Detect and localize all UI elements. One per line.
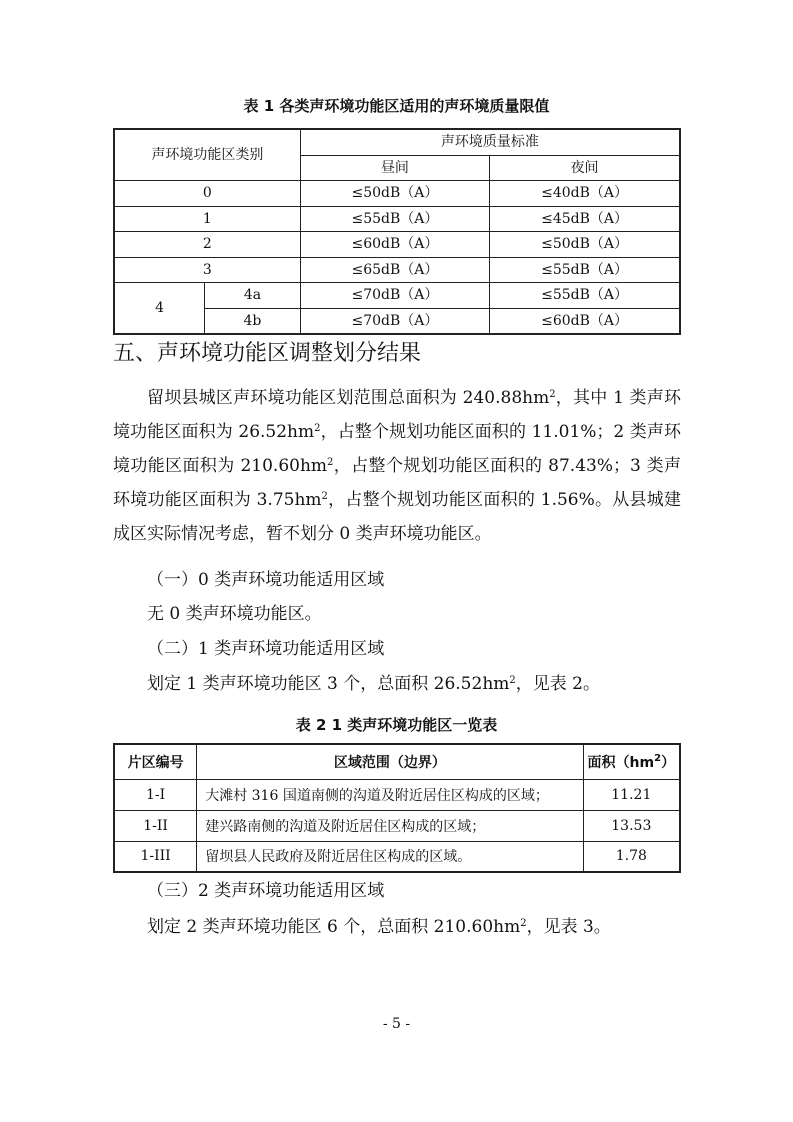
day-limit-cell: ≤70dB（A） (300, 283, 489, 309)
day-limit-cell: ≤55dB（A） (300, 206, 489, 232)
subsection-title-2: （三）2 类声环境功能适用区域 (147, 881, 385, 901)
night-limit-cell: ≤55dB（A） (490, 257, 680, 283)
zone-id-cell: 1-II (114, 810, 197, 841)
section-heading: 五、声环境功能区调整划分结果 (113, 341, 422, 366)
subsection-title-0: （一）0 类声环境功能适用区域 (147, 570, 385, 590)
day-limit-cell: ≤65dB（A） (300, 257, 489, 283)
page-number: - 5 - (382, 1016, 411, 1032)
subsection-text-1: 划定 1 类声环境功能区 3 个，总面积 $26.52hm^2$，见表 2。 (147, 674, 600, 694)
header-category: 声环境功能区类别 (114, 129, 300, 181)
night-limit-cell: ≤50dB（A） (490, 232, 680, 258)
zone-size-cell: 1.78 (583, 841, 680, 872)
class1-zones-table (113, 743, 681, 873)
category-cell: 3 (114, 257, 300, 283)
table-row (114, 841, 680, 872)
table-row (114, 779, 680, 810)
subsection-title-1: （二）1 类声环境功能适用区域 (147, 639, 385, 659)
subcategory-cell: 4a (205, 283, 301, 309)
category-cell: 4 (114, 283, 205, 335)
zone-size-cell: 13.53 (583, 810, 680, 841)
header-day: 昼间 (300, 155, 489, 181)
subsection-text-2: 划定 2 类声环境功能区 6 个，总面积 $210.60hm^2$，见表 3。 (147, 917, 611, 937)
table-row (114, 232, 680, 258)
night-limit-cell: ≤55dB（A） (490, 283, 680, 309)
header-night: 夜间 (490, 155, 680, 181)
day-limit-cell: ≤70dB（A） (300, 308, 489, 334)
table-row (114, 257, 680, 283)
table-row (114, 283, 680, 309)
header-zone-area: 区域范围（边界） (197, 744, 583, 779)
results-paragraph: 留坝县城区声环境功能区划范围总面积为 $240.88hm^2$，其中 1 类声环境功能区面积为 $26.52hm^2$，占整个规划功能区面积的 11.01%；2 类声环境功能区面积为 $210.60hm^2$，占整个规划功能区面积的 87.43%；3 类声环境功能区面积为 $3.75hm^2$，占整个规划功能区面积的 1.56%。从县城建成区实际情况考虑，暂不划分 0 类声环境功能区。 (113, 388, 682, 544)
zone-area-cell: 建兴路南侧的沟道及附近居住区构成的区域； (197, 810, 583, 841)
zone-area-cell: 大滩村 316 国道南侧的沟道及附近居住区构成的区域； (197, 779, 583, 810)
zone-area-cell: 留坝县人民政府及附近居住区构成的区域。 (197, 841, 583, 872)
subcategory-cell: 4b (205, 308, 301, 334)
night-limit-cell: ≤40dB（A） (490, 181, 680, 207)
night-limit-cell: ≤60dB（A） (490, 308, 680, 334)
category-cell: 1 (114, 206, 300, 232)
header-zone-size: 面积$(hm^2)$ (583, 744, 680, 779)
header-standard: 声环境质量标准 (300, 129, 680, 155)
subsection-text-0: 无 0 类声环境功能区。 (147, 604, 322, 624)
noise-limits-table (113, 128, 681, 335)
day-limit-cell: ≤60dB（A） (300, 232, 489, 258)
table-row (114, 206, 680, 232)
zone-size-cell: 11.21 (583, 779, 680, 810)
header-zone-id: 片区编号 (114, 744, 197, 779)
table-row (114, 810, 680, 841)
day-limit-cell: ≤50dB（A） (300, 181, 489, 207)
zone-id-cell: 1-I (114, 779, 197, 810)
zone-id-cell: 1-III (114, 841, 197, 872)
table-row (114, 181, 680, 207)
night-limit-cell: ≤45dB（A） (490, 206, 680, 232)
category-cell: 2 (114, 232, 300, 258)
category-cell: 0 (114, 181, 300, 207)
table2-caption: 表 2 1 类声环境功能区一览表 (295, 716, 498, 734)
table1-caption: 表 1 各类声环境功能区适用的声环境质量限值 (243, 97, 550, 115)
